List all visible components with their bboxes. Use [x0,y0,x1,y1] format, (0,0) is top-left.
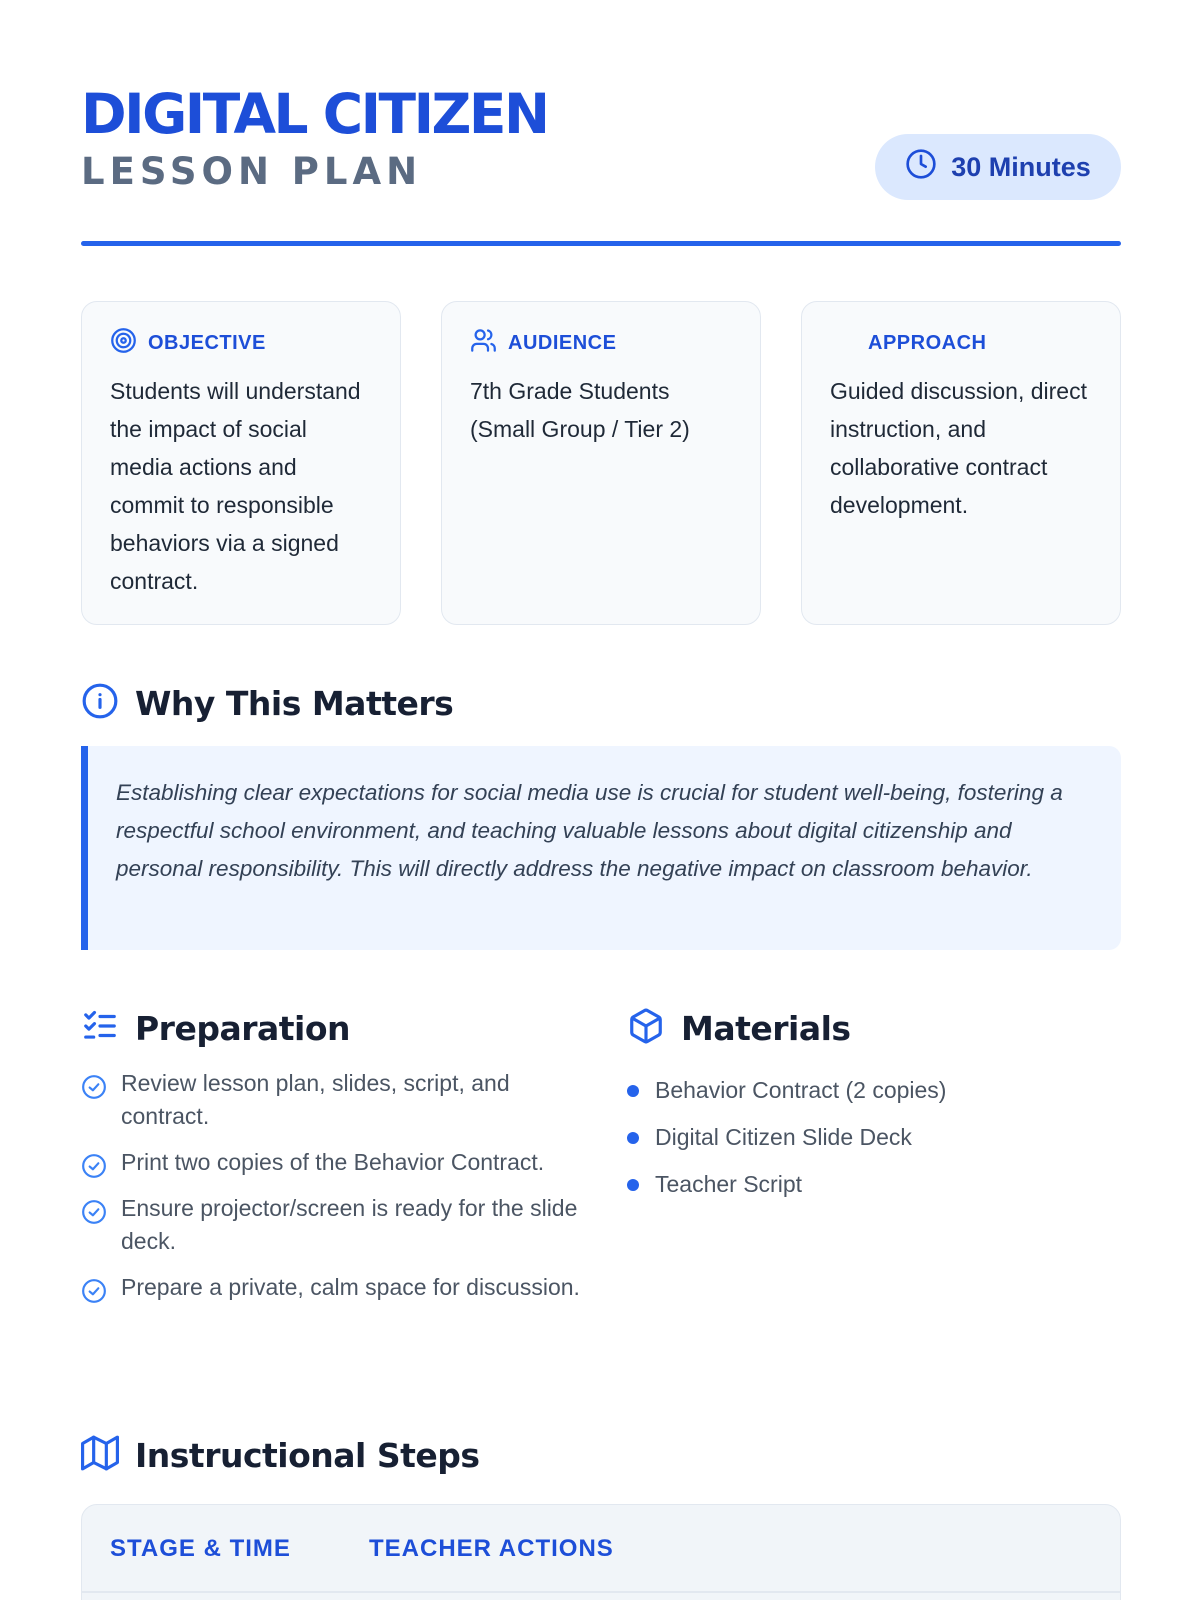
preparation-item-text: Prepare a private, calm space for discussion. [121,1274,580,1300]
checklist-icon [81,1007,119,1050]
list-item [81,1067,581,1133]
bullet-icon [627,1179,639,1191]
check-circle-icon [81,1153,107,1179]
users-icon [470,327,497,359]
check-circle-icon [81,1074,107,1100]
audience-text: 7th Grade Students (Small Group / Tier 2) [470,378,690,442]
check-circle-icon [81,1278,107,1304]
list-item [81,1146,581,1179]
clock-icon [905,148,937,187]
preparation-list [81,1067,581,1317]
header-divider [81,241,1121,246]
preparation-title: Preparation [135,1009,351,1048]
preparation-heading [81,1007,350,1050]
approach-card [801,301,1121,625]
materials-title: Materials [681,1009,851,1048]
bullet-icon [627,1085,639,1097]
check-circle-icon [81,1199,107,1225]
target-icon [110,327,137,359]
map-icon [81,1434,119,1477]
why-heading [81,682,453,725]
why-callout: Establishing clear expectations for social media use is crucial for student well-being, fostering a respectful school environment, and teaching valuable lessons about digital citizenship and personal responsibility. This will directly address the negative impact on classroom behavior. [81,746,1121,950]
audience-label: AUDIENCE [508,331,617,354]
objective-label: OBJECTIVE [148,331,266,354]
material-item-text: Teacher Script [655,1171,803,1197]
material-item-text: Digital Citizen Slide Deck [655,1124,912,1150]
approach-text: Guided discussion, direct instruction, and collaborative contract development. [830,378,1087,518]
lesson-plan-page [81,0,1121,1562]
approach-icon-placeholder [830,330,857,357]
steps-table [81,1504,1121,1600]
steps-title: Instructional Steps [135,1436,480,1475]
objective-card [81,301,401,625]
bullet-icon [627,1132,639,1144]
material-item-text: Behavior Contract (2 copies) [655,1077,947,1103]
duration-label: 30 Minutes [951,151,1091,182]
why-title: Why This Matters [135,684,454,723]
preparation-item-text: Ensure projector/screen is ready for the slide deck. [121,1195,578,1254]
page-title: DIGITAL CITIZEN [81,82,548,146]
list-item [81,1192,581,1258]
list-item [81,1271,581,1304]
info-cards [81,301,1121,625]
header [81,0,1121,248]
list-item [627,1161,1121,1208]
list-item [627,1067,1121,1114]
approach-label: APPROACH [868,331,987,354]
materials-list [627,1067,1121,1208]
info-icon [81,682,119,725]
page-subtitle: LESSON PLAN [81,150,423,193]
objective-text: Students will understand the impact of social media actions and commit to responsible behaviors via a signed contract. [110,378,361,594]
duration-badge [875,134,1121,200]
column-header-teacher-actions: TEACHER ACTIONS [369,1535,614,1562]
column-header-stage: STAGE & TIME [110,1535,291,1562]
preparation-item-text: Print two copies of the Behavior Contract. [121,1149,545,1175]
list-item [627,1114,1121,1161]
box-icon [627,1007,665,1050]
table-header-divider [82,1591,1120,1593]
materials-heading [627,1007,851,1050]
preparation-item-text: Review lesson plan, slides, script, and contract. [121,1070,510,1129]
audience-card [441,301,761,625]
steps-heading [81,1434,480,1477]
